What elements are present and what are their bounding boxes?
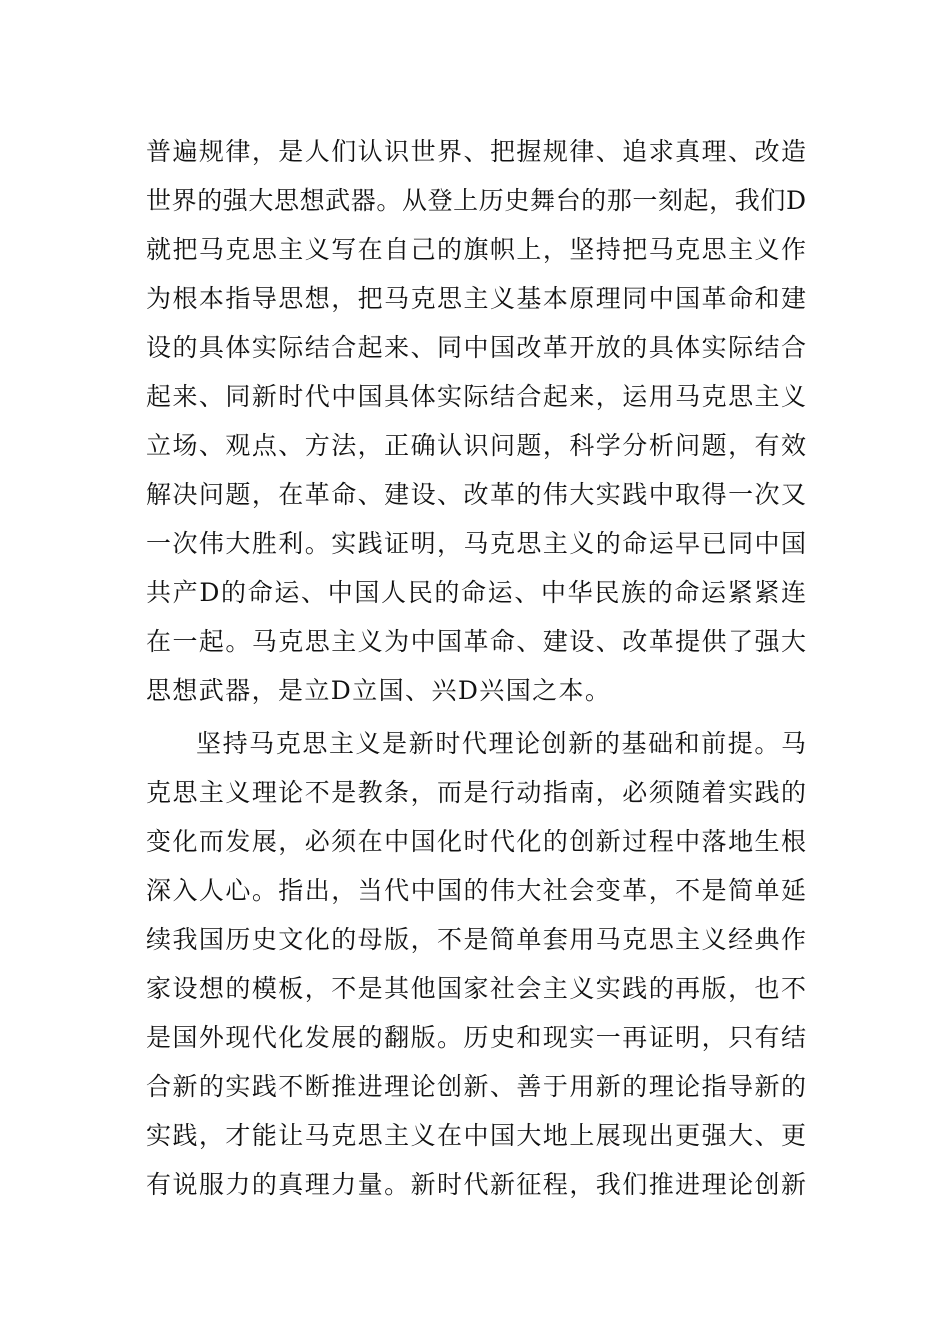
paragraph-1-line-3: 就把马克思主义写在自己的旗帜上，坚持把马克思主义作: [146, 235, 806, 264]
paragraph-1-line-10: 共产D的命运、中国人民的命运、中华民族的命运紧紧连: [146, 578, 806, 607]
paragraph-2-line-3: 变化而发展，必须在中国化时代化的创新过程中落地生根: [146, 827, 806, 856]
paragraph-1-line-12: 思想武器，是立D立国、兴D兴国之本。: [146, 676, 612, 705]
paragraph-2-line-8: 合新的实践不断推进理论创新、善于用新的理论指导新的: [146, 1072, 806, 1101]
paragraph-2-line-2: 克思主义理论不是教条，而是行动指南，必须随着实践的: [146, 778, 806, 807]
paragraph-1-line-8: 解决问题，在革命、建设、改革的伟大实践中取得一次又: [146, 480, 806, 509]
paragraph-2-line-7: 是国外现代化发展的翻版。历史和现实一再证明，只有结: [146, 1023, 806, 1052]
paragraph-2-line-6: 家设想的模板，不是其他国家社会主义实践的再版，也不: [146, 974, 806, 1003]
paragraph-1-line-11: 在一起。马克思主义为中国革命、建设、改革提供了强大: [146, 627, 806, 656]
paragraph-1-line-7: 立场、观点、方法，正确认识问题，科学分析问题，有效: [146, 431, 806, 460]
paragraph-2-line-10: 有说服力的真理力量。新时代新征程，我们推进理论创新: [146, 1170, 806, 1199]
paragraph-2-line-1: 坚持马克思主义是新时代理论创新的基础和前提。马: [196, 729, 806, 758]
paragraph-1-line-1: 普遍规律，是人们认识世界、把握规律、追求真理、改造: [146, 137, 806, 166]
paragraph-1-line-5: 设的具体实际结合起来、同中国改革开放的具体实际结合: [146, 333, 806, 362]
paragraph-2-line-9: 实践，才能让马克思主义在中国大地上展现出更强大、更: [146, 1121, 806, 1150]
paragraph-1-line-6: 起来、同新时代中国具体实际结合起来，运用马克思主义: [146, 382, 806, 411]
paragraph-1-line-4: 为根本指导思想，把马克思主义基本原理同中国革命和建: [146, 284, 806, 313]
paragraph-2-line-5: 续我国历史文化的母版，不是简单套用马克思主义经典作: [146, 925, 806, 954]
paragraph-2-line-4: 深入人心。指出，当代中国的伟大社会变革，不是简单延: [146, 876, 806, 905]
paragraph-1-line-9: 一次伟大胜利。实践证明，马克思主义的命运早已同中国: [146, 529, 806, 558]
paragraph-1-line-2: 世界的强大思想武器。从登上历史舞台的那一刻起，我们D: [146, 186, 806, 215]
